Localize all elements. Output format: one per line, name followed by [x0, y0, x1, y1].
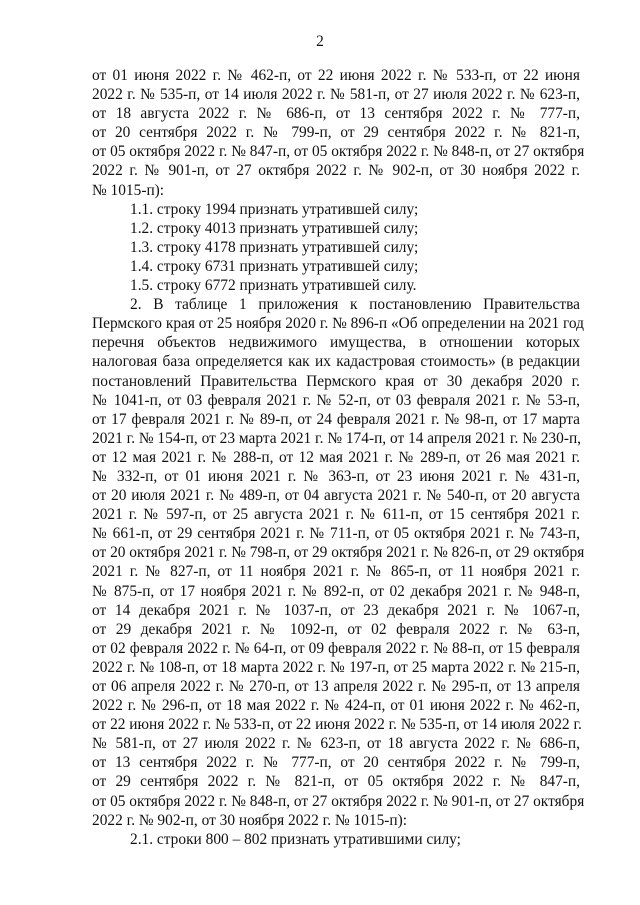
text-line: № 581-п, от 27 июля 2022 г. № 623-п, от 18 августа 2022 г. № 686-п, — [92, 735, 580, 753]
text-line: от 05 октября 2022 г. № 848-п, от 27 октября 2022 г. № 901-п, от 27 октября — [92, 792, 585, 810]
text-line: № 1015-п): — [92, 181, 165, 199]
text-line: № 661-п, от 29 сентября 2021 г. № 711-п, от 05 октября 2021 г. № 743-п, — [92, 525, 580, 543]
text-line: от 20 сентября 2022 г. № 799-п, от 29 сентября 2022 г. № 821-п, — [92, 124, 580, 142]
document-body — [92, 66, 585, 849]
list-item: 1.1. строку 1994 признать утратившей силу; — [130, 200, 419, 218]
text-line: 2021 г. № 597-п, от 25 августа 2021 г. № 611-п, от 15 сентября 2021 г. — [92, 506, 580, 524]
text-line: 2021 г. № 827-п, от 11 ноября 2021 г. № 865-п, от 11 ноября 2021 г. — [92, 563, 580, 581]
text-line: 2. В таблице 1 приложения к постановлению Правительства — [130, 296, 580, 314]
text-line: 2022 г. № 108-п, от 18 марта 2022 г. № 197-п, от 25 марта 2022 г. № 215-п, — [92, 658, 580, 676]
text-line: от 13 сентября 2022 г. № 777-п, от 20 сентября 2022 г. № 799-п, — [92, 754, 580, 772]
text-line: 2021 г. № 154-п, от 23 марта 2021 г. № 174-п, от 14 апреля 2021 г. № 230-п, — [92, 429, 582, 447]
text-line: 2022 г. № 535-п, от 14 июля 2022 г. № 581-п, от 27 июля 2022 г. № 623-п, — [92, 86, 580, 104]
text-line: от 22 июня 2022 г. № 533-п, от 22 июня 2022 г. № 535-п, от 14 июля 2022 г. — [92, 716, 582, 734]
text-line: 2022 г. № 296-п, от 18 мая 2022 г. № 424-п, от 01 июня 2022 г. № 462-п, — [92, 697, 580, 715]
text-line: от 17 февраля 2021 г. № 89-п, от 24 февраля 2021 г. № 98-п, от 17 марта — [92, 410, 580, 428]
text-line: от 14 декабря 2021 г. № 1037-п, от 23 декабря 2021 г. № 1067-п, — [92, 601, 580, 619]
list-item: 1.3. строку 4178 признать утратившей силу; — [130, 238, 419, 256]
text-line: от 29 декабря 2021 г. № 1092-п, от 02 февраля 2022 г. № 63-п, — [92, 620, 580, 638]
text-line: от 02 февраля 2022 г. № 64-п, от 09 февраля 2022 г. № 88-п, от 15 февраля — [92, 639, 580, 657]
text-line: от 12 мая 2021 г. № 288-п, от 12 мая 2021 г. № 289-п, от 26 мая 2021 г. — [92, 448, 580, 466]
page-number: 2 — [316, 33, 324, 50]
list-item: 1.4. строку 6731 признать утратившей силу; — [130, 257, 419, 275]
text-line: Пермского края от 25 ноября 2020 г. № 896-п «Об определении на 2021 год — [92, 315, 585, 333]
list-item: 2.1. строки 800 – 802 признать утратившими силу; — [130, 830, 461, 848]
text-line: от 20 июля 2021 г. № 489-п, от 04 августа 2021 г. № 540-п, от 20 августа — [92, 487, 580, 505]
text-line: от 20 октября 2021 г. № 798-п, от 29 октября 2021 г. № 826-п, от 29 октября — [92, 544, 585, 562]
text-line: № 1041-п, от 03 февраля 2021 г. № 52-п, от 03 февраля 2021 г. № 53-п, — [92, 391, 580, 409]
text-line: от 06 апреля 2022 г. № 270-п, от 13 апреля 2022 г. № 295-п, от 13 апреля — [92, 678, 580, 695]
text-line: 2022 г. № 902-п, от 30 ноября 2022 г. № 1015-п): — [92, 811, 408, 829]
text-line: от 29 сентября 2022 г. № 821-п, от 05 октября 2022 г. № 847-п, — [92, 773, 580, 791]
text-line: № 875-п, от 17 ноября 2021 г. № 892-п, от 02 декабря 2021 г. № 948-п, — [92, 582, 580, 600]
text-line: налоговая база определяется как их кадастровая стоимость» (в редакции — [92, 353, 580, 371]
list-item: 1.2. строку 4013 признать утратившей силу; — [130, 219, 419, 237]
text-line: постановлений Правительства Пермского края от 30 декабря 2020 г. — [92, 372, 580, 390]
text-line: № 332-п, от 01 июня 2021 г. № 363-п, от 23 июня 2021 г. № 431-п, — [92, 467, 580, 485]
text-line: перечня объектов недвижимого имущества, в отношении которых — [92, 334, 580, 352]
text-line: от 18 августа 2022 г. № 686-п, от 13 сентября 2022 г. № 777-п, — [92, 105, 580, 123]
list-item: 1.5. строку 6772 признать утратившей силу. — [130, 277, 417, 295]
text-line: от 05 октября 2022 г. № 847-п, от 05 октября 2022 г. № 848-п, от 27 октября — [92, 143, 585, 161]
text-line: 2022 г. № 901-п, от 27 октября 2022 г. № 902-п, от 30 ноября 2022 г. — [92, 162, 580, 180]
text-line: от 01 июня 2022 г. № 462-п, от 22 июня 2022 г. № 533-п, от 22 июня — [92, 67, 580, 84]
